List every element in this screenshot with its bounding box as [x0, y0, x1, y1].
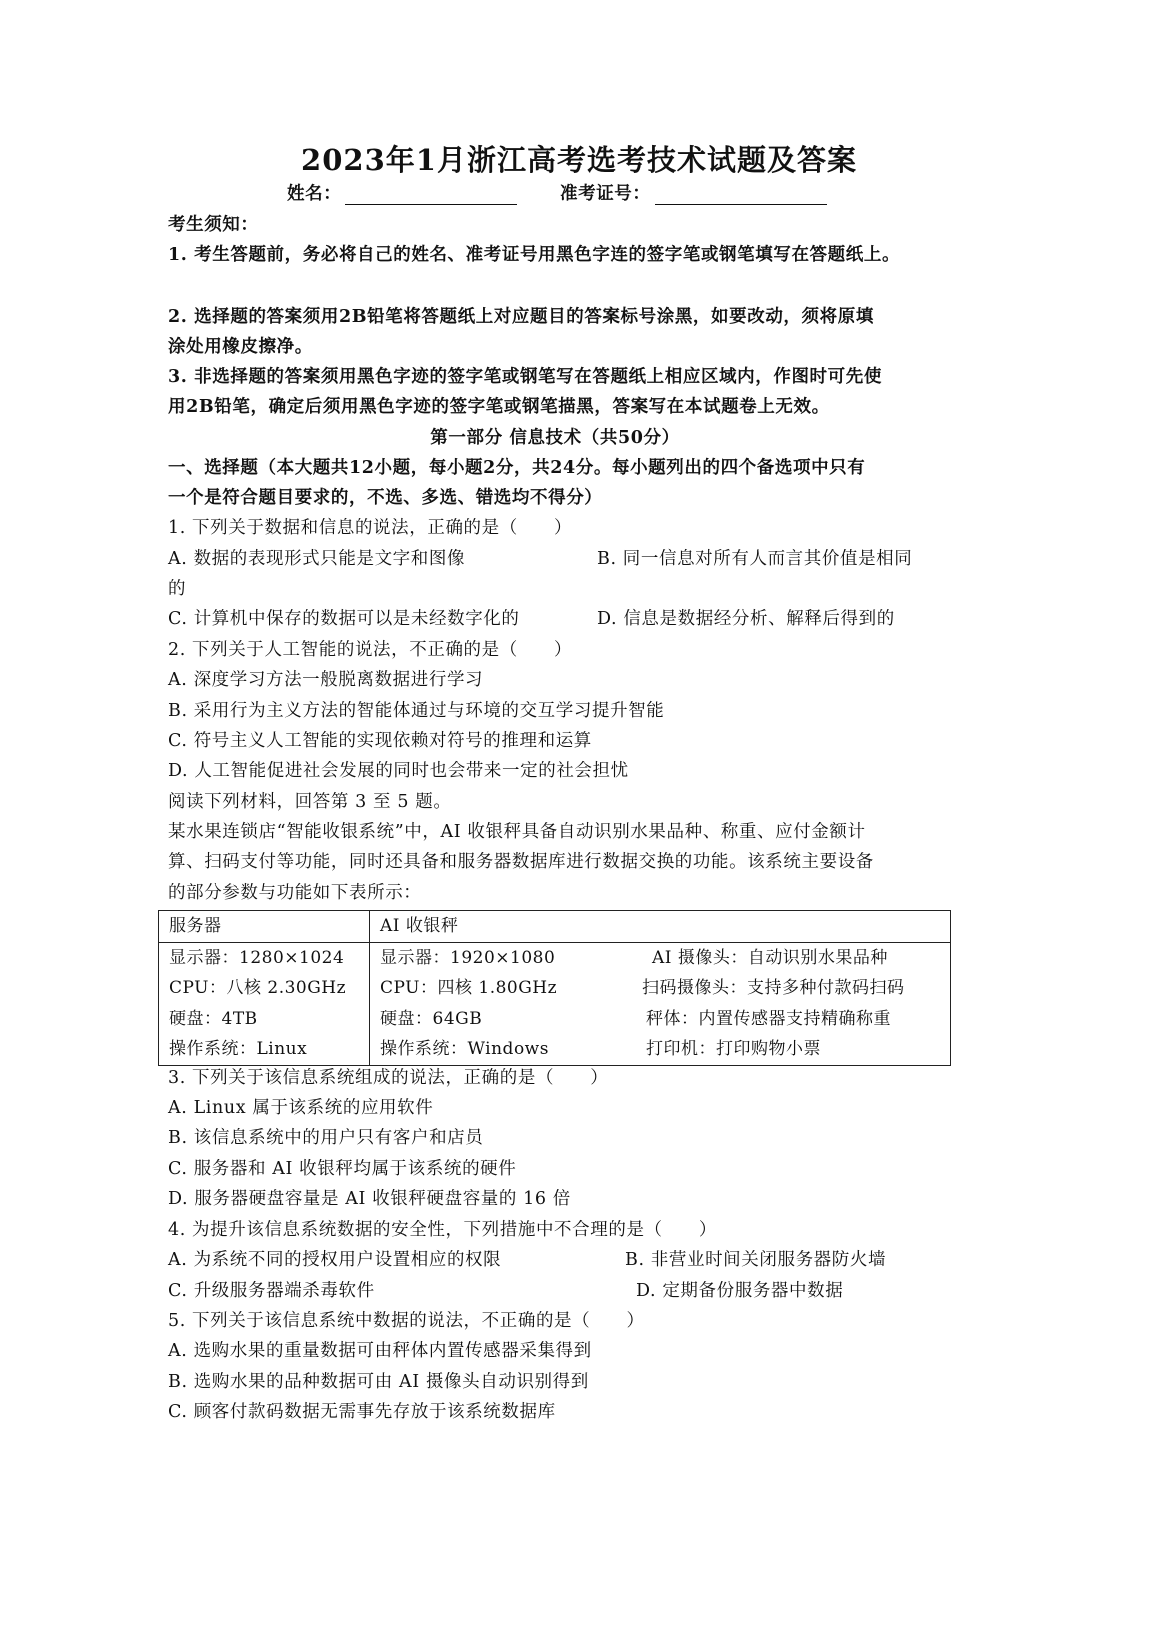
option: A. 数据的表现形式只能是文字和图像	[168, 549, 466, 569]
option: C. 服务器和 AI 收银秤均属于该系统的硬件	[168, 1159, 517, 1179]
option: D. 信息是数据经分析、解释后得到的	[597, 609, 895, 629]
question-3-stem: 3. 下列关于该信息系统组成的说法，正确的是（ ）	[168, 1068, 609, 1088]
part-heading: 第一部分 信息技术（共50分）	[430, 428, 680, 448]
notice-heading: 考生须知：	[168, 215, 259, 235]
name-field	[287, 183, 517, 205]
option: B. 采用行为主义方法的智能体通过与环境的交互学习提升智能	[168, 701, 665, 721]
id-blank	[655, 186, 827, 205]
material-text: 某水果连锁店“智能收银系统”中，AI 收银秤具备自动识别水果品种、称重、应付金额计	[168, 822, 866, 842]
table-cell: 显示器：1280×1024	[169, 947, 345, 968]
option: B. 非营业时间关闭服务器防火墙	[625, 1250, 887, 1270]
id-field	[560, 183, 827, 205]
option: A. Linux 属于该系统的应用软件	[168, 1098, 434, 1118]
option: B. 同一信息对所有人而言其价值是相同	[597, 549, 913, 569]
table-cell: 硬盘：64GB	[380, 1008, 483, 1029]
table-header-row	[159, 911, 951, 943]
material-text: 的部分参数与功能如下表所示：	[168, 883, 422, 903]
table-header: 服务器	[169, 916, 222, 936]
question-4-stem: 4. 为提升该信息系统数据的安全性，下列措施中不合理的是（ ）	[168, 1220, 717, 1240]
device-spec-table	[158, 910, 951, 1066]
option: C. 顾客付款码数据无需事先存放于该系统数据库	[168, 1402, 556, 1422]
question-2-stem: 2. 下列关于人工智能的说法，不正确的是（ ）	[168, 640, 573, 660]
material-text: 阅读下列材料，回答第 3 至 5 题。	[168, 792, 452, 812]
option: B. 选购水果的品种数据可由 AI 摄像头自动识别得到	[168, 1372, 589, 1392]
table-cell: 打印机：打印购物小票	[646, 1039, 821, 1059]
option: C. 升级服务器端杀毒软件	[168, 1281, 375, 1301]
table-cell: CPU：四核 1.80GHz	[380, 978, 558, 998]
option: D. 人工智能促进社会发展的同时也会带来一定的社会担忧	[168, 761, 629, 781]
option-wrap: 的	[168, 579, 187, 599]
notice-item: 1. 考生答题前，务必将自己的姓名、准考证号用黑色字连的签字笔或钢笔填写在答题纸上。	[168, 245, 901, 265]
id-label: 准考证号：	[560, 184, 651, 204]
option: D. 服务器硬盘容量是 AI 收银秤硬盘容量的 16 倍	[168, 1189, 571, 1209]
question-5-stem: 5. 下列关于该信息系统中数据的说法，不正确的是（ ）	[168, 1311, 645, 1331]
name-label: 姓名：	[287, 184, 342, 204]
table-cell: 硬盘：4TB	[169, 1008, 258, 1029]
table-cell: CPU：八核 2.30GHz	[169, 978, 347, 998]
notice-item: 涂处用橡皮擦净。	[168, 337, 313, 357]
option: C. 计算机中保存的数据可以是未经数字化的	[168, 609, 520, 629]
notice-item: 2. 选择题的答案须用2B铅笔将答题纸上对应题目的答案标号涂黑，如要改动，须将原填	[168, 307, 874, 327]
table-cell: 扫码摄像头：支持多种付款码扫码	[642, 978, 905, 998]
notice-item: 3. 非选择题的答案须用黑色字迹的签字笔或钢笔写在答题纸上相应区域内，作图时可先使	[168, 367, 882, 387]
option: A. 选购水果的重量数据可由秤体内置传感器采集得到	[168, 1341, 592, 1361]
table-cell: 操作系统：Windows	[380, 1039, 549, 1059]
option: A. 为系统不同的授权用户设置相应的权限	[168, 1250, 502, 1270]
option: B. 该信息系统中的用户只有客户和店员	[168, 1128, 484, 1148]
option: C. 符号主义人工智能的实现依赖对符号的推理和运算	[168, 731, 592, 751]
table-row	[159, 942, 951, 1065]
section-heading: 一、选择题（本大题共12小题，每小题2分，共24分。每小题列出的四个备选项中只有	[168, 458, 866, 478]
table-header: AI 收银秤	[380, 916, 459, 936]
table-cell: 显示器：1920×1080	[380, 947, 556, 968]
table-cell: 操作系统：Linux	[169, 1039, 308, 1059]
table-cell: 秤体：内置传感器支持精确称重	[646, 1008, 891, 1029]
table-cell: AI 摄像头：自动识别水果品种	[652, 947, 888, 968]
option: A. 深度学习方法一般脱离数据进行学习	[168, 670, 484, 690]
option: D. 定期备份服务器中数据	[636, 1281, 844, 1301]
question-1-stem: 1. 下列关于数据和信息的说法，正确的是（ ）	[168, 518, 573, 538]
material-text: 算、扫码支付等功能，同时还具备和服务器数据库进行数据交换的功能。该系统主要设备	[168, 852, 874, 872]
section-heading: 一个是符合题目要求的，不选、多选、错选均不得分）	[168, 488, 603, 508]
document-title: 2023年1月浙江高考选考技术试题及答案	[301, 143, 857, 177]
name-blank	[345, 186, 517, 205]
notice-item: 用2B铅笔，确定后须用黑色字迹的签字笔或钢笔描黑，答案写在本试题卷上无效。	[168, 397, 830, 417]
